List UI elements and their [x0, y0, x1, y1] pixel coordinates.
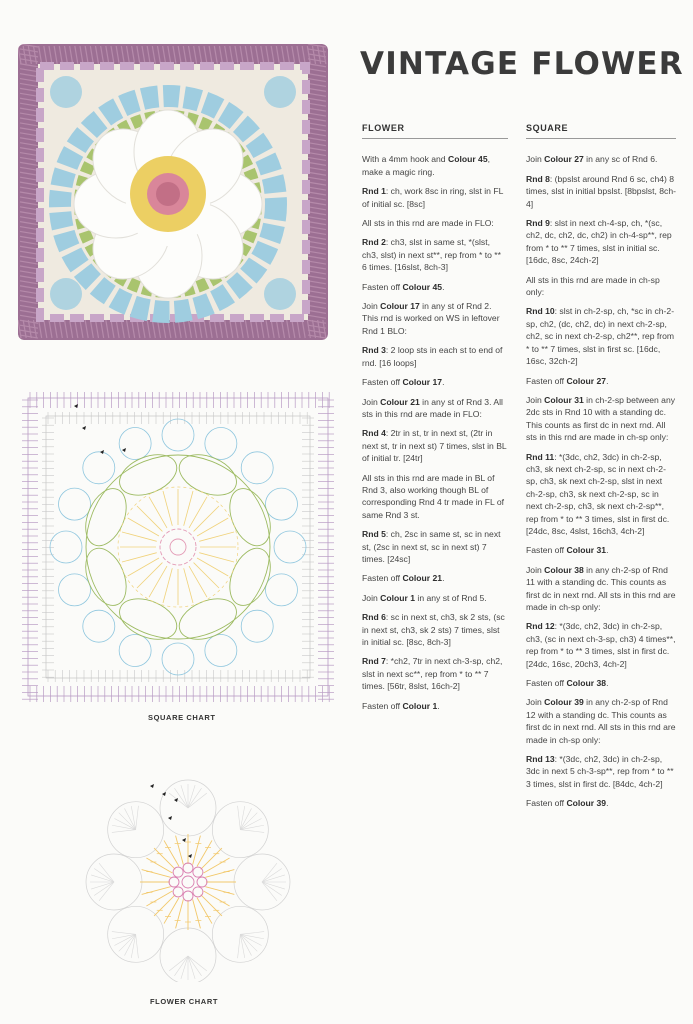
flower-paragraph: With a 4mm hook and Colour 45, make a magic ring. — [362, 154, 491, 177]
square-paragraph: Rnd 10: slst in ch-2-sp, ch, *sc in ch-2-sp, ch2, (dc, ch2, dc) in next ch-2-sp, ch2, sc in next ch-2-sp, ch2**, rep from * to ** 7 times, slst in first sc. [16dc, 16sc, 32ch-2] — [526, 306, 675, 367]
flower-paragraph: Rnd 1: ch, work 8sc in ring, slst in FL of initial sc. [8sc] — [362, 186, 504, 209]
square-paragraph: Rnd 9: slst in next ch-4-sp, ch, *(sc, ch2, dc, ch2, dc, ch2) in ch-4-sp**, rep from * to ** 7 times, slst in initial sc. [16dc, 8sc, 24ch-2] — [526, 218, 672, 266]
flower-paragraph: Join Colour 17 in any st of Rnd 2. This rnd is worked on WS in leftover Rnd 1 BLO: — [362, 301, 500, 336]
flower-paragraph: Fasten off Colour 1. — [362, 700, 440, 711]
flower-paragraphs — [362, 153, 508, 712]
square-paragraph: Rnd 13: *(3dc, ch2, 3dc) in ch-2-sp, 3dc in next 5 ch-3-sp**, rep from * to ** 3 times, slst in first dc. [84dc, 4ch-2] — [526, 754, 674, 789]
flower-heading: FLOWER — [362, 122, 508, 139]
flower-paragraph: Rnd 4: 2tr in st, tr in next st, (2tr in next st, tr in next st) 7 times, slst in BL of initial tr. [24tr] — [362, 428, 507, 464]
flower-paragraph: Rnd 7: *ch2, 7tr in next ch-3-sp, ch2, slst in next sc**, rep from * to ** 7 times. [56tr, 8slst, 16ch-2] — [362, 656, 503, 692]
square-paragraph: Fasten off Colour 31. — [526, 545, 609, 556]
square-paragraph: All sts in this rnd are made in ch-sp only: — [526, 274, 660, 298]
flower-paragraph: Rnd 6: sc in next st, ch3, sk 2 sts, (sc in next st, ch3, sk 2 sts) 7 times, slst in initial sc. [8sc, 8ch-3] — [362, 612, 505, 647]
flower-instructions — [362, 122, 508, 719]
square-paragraph: Join Colour 27 in any sc of Rnd 6. — [526, 154, 658, 165]
flower-paragraph: All sts in this rnd are made in FLO: — [362, 218, 494, 229]
square-paragraph: Rnd 8: (bpslst around Rnd 6 sc, ch4) 8 times, slst in initial bpslst. [8bpslst, 8ch-4] — [526, 173, 676, 209]
square-paragraph: Join Colour 39 in any ch-2-sp of Rnd 12 with a standing dc. This counts as first dc in next rnd. All sts in this rnd are made in ch-sp only: — [526, 697, 676, 745]
flower-paragraph: Join Colour 21 in any st of Rnd 3. All sts in this rnd are made in FLO: — [362, 396, 503, 419]
square-paragraph: Fasten off Colour 39. — [526, 798, 609, 809]
square-instructions — [526, 122, 676, 817]
square-paragraph: Join Colour 38 in any ch-2-sp of Rnd 11 with a standing dc. This counts as first dc in next rnd. All sts in this rnd are made in ch-sp only: — [526, 564, 676, 612]
flower-paragraph: Fasten off Colour 45. — [362, 281, 445, 292]
square-paragraph: Rnd 11: *(3dc, ch2, 3dc) in ch-2-sp, ch3, sk next ch-2-sp, sc in next ch-2-sp, ch3, sk next ch-2-sp, slst in next ch-2-sp, ch3, sk next ch-2-sp, sc in next ch-2-sp, ch3, sk next ch-2-sp**, rep from * to ** 3 times, slst in first dc. [24dc, 8sc, 4slst, 16ch3, 4ch-2] — [526, 451, 670, 536]
flower-paragraph: Rnd 2: ch3, slst in same st, *(slst, ch3, slst) in next st**, rep from * to ** 6 times. [16slst, 8ch-3] — [362, 237, 501, 273]
square-paragraph: Fasten off Colour 27. — [526, 375, 609, 386]
square-paragraph: Rnd 12: *(3dc, ch2, 3dc) in ch-2-sp, ch3, (sc in next ch-3-sp, ch3) 4 times**, rep from * to ** 3 times, slst in first dc. [24dc, 16sc, 20ch3, 4ch-2] — [526, 621, 676, 669]
crochet-square-photo — [18, 44, 328, 340]
square-heading: SQUARE — [526, 122, 676, 139]
flower-paragraph: Rnd 3: 2 loop sts in each st to end of rnd. [16 loops] — [362, 345, 503, 368]
flower-paragraph: All sts in this rnd are made in BL of Rnd 3, also working though BL of corresponding Rnd 4 tr made in FL of same Rnd 3 st. — [362, 472, 505, 520]
square-paragraph: Join Colour 31 in ch-2-sp between any 2dc sts in Rnd 10 with a standing dc. This counts as first dc in next rnd. All sts in this rnd are made in ch-sp only: — [526, 394, 676, 443]
flower-paragraph: Fasten off Colour 17. — [362, 377, 445, 388]
square-chart-caption: SQUARE CHART — [148, 713, 216, 722]
flower-paragraph: Join Colour 1 in any st of Rnd 5. — [362, 592, 487, 603]
page-title: VINTAGE FLOWER — [360, 46, 684, 82]
square-chart-diagram — [22, 392, 334, 702]
flower-chart-diagram — [70, 772, 310, 982]
flower-paragraph: Rnd 5: ch, 2sc in same st, sc in next st, (2sc in next st, sc in next st) 7 times. [24sc] — [362, 529, 501, 564]
square-paragraphs — [526, 153, 676, 809]
square-paragraph: Fasten off Colour 38. — [526, 678, 609, 689]
flower-chart-caption: FLOWER CHART — [150, 997, 219, 1006]
flower-paragraph: Fasten off Colour 21. — [362, 573, 445, 584]
